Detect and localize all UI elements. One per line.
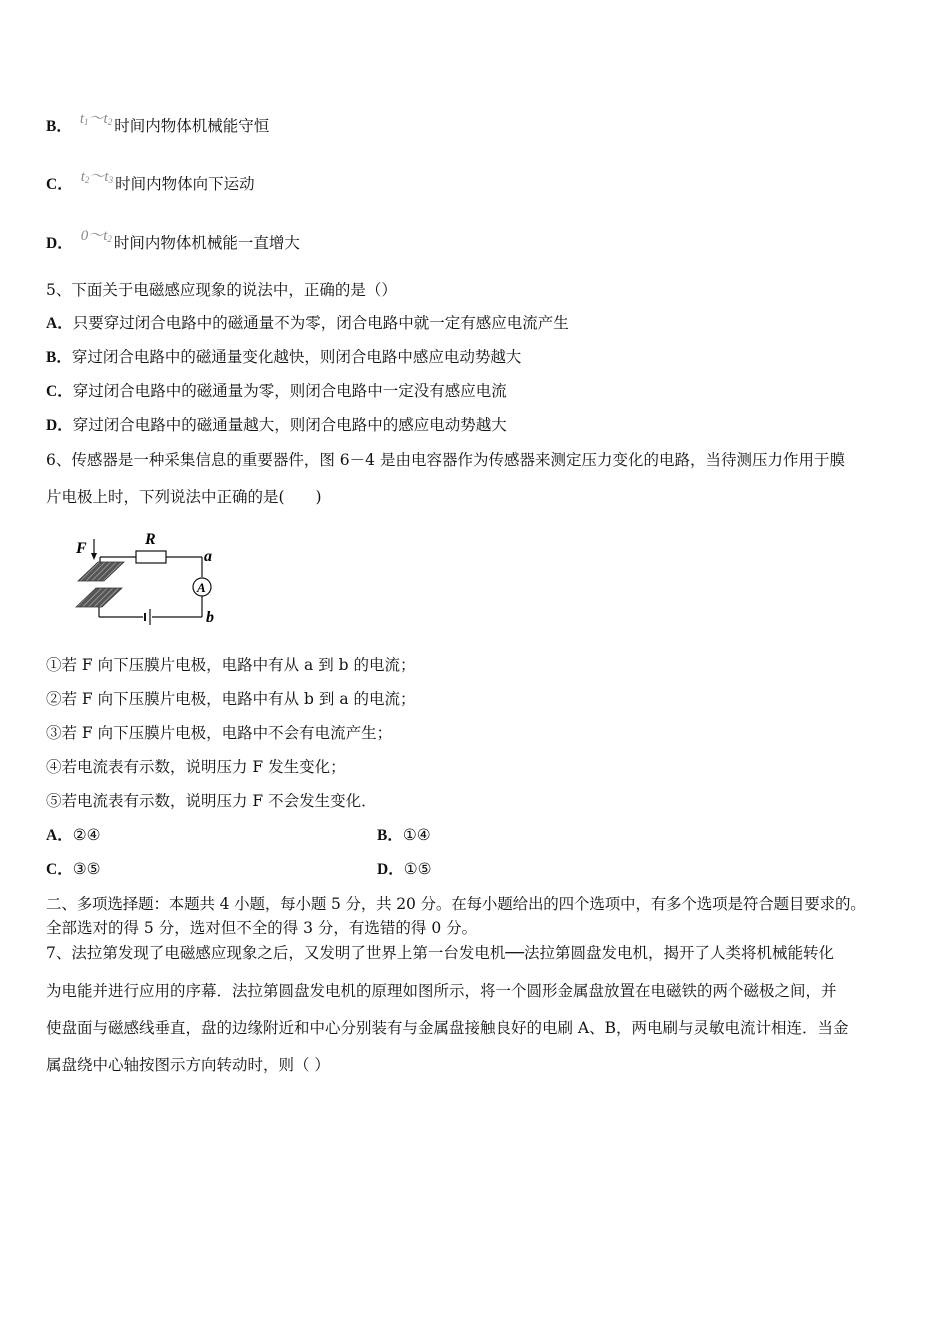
option-letter: C．	[46, 176, 73, 193]
upper-plate	[78, 562, 124, 581]
q6-statement-5: ⑤若电流表有示数，说明压力 F 不会发生变化．	[46, 792, 377, 810]
capacitor-circuit-figure	[66, 527, 256, 627]
section2-line2: 全部选对的得 5 分，选对但不全的得 3 分，有选错的得 0 分。	[46, 919, 478, 937]
math-expression: $0\sim t_2$	[80, 228, 112, 244]
q6-statement-2: ②若 F 向下压膜片电极，电路中有从 b 到 a 的电流；	[46, 690, 416, 708]
q7-line4: 属盘绕中心轴按图示方向转动时，则（ ）	[46, 1056, 330, 1074]
q5-option-d: D．穿过闭合电路中的磁通量越大，则闭合电路中的感应电动势越大	[46, 416, 507, 434]
q5-option-a: A．只要穿过闭合电路中的磁通量不为零，闭合电路中就一定有感应电流产生	[46, 314, 569, 332]
label-r: R	[145, 531, 156, 548]
section2-line1: 二、多项选择题：本题共 4 小题，每小题 5 分，共 20 分。在每小题给出的四个选项中，有多个选项是符合题目要求的。	[46, 895, 866, 913]
ammeter-label: A	[197, 580, 206, 595]
q4-option-c	[46, 169, 255, 196]
q5-option-c: C．穿过闭合电路中的磁通量为零，则闭合电路中一定没有感应电流	[46, 382, 507, 400]
q6-stem-line2: 片电极上时，下列说法中正确的是( )	[46, 488, 322, 506]
math-expression: $t_1\sim t_2$	[79, 111, 113, 127]
option-letter: D．	[46, 235, 73, 252]
q6-option-a: A．②④	[46, 826, 101, 844]
label-b: b	[206, 609, 214, 626]
q7-line3: 使盘面与磁感线垂直，盘的边缘附近和中心分别装有与金属盘接触良好的电刷 A、B，两电刷与灵敏电流计相连．当金	[46, 1019, 849, 1037]
q4-option-b	[46, 111, 270, 138]
option-text: 时间内物体向下运动	[115, 175, 255, 193]
label-a: a	[204, 548, 212, 565]
q6-statement-1: ①若 F 向下压膜片电极，电路中有从 a 到 b 的电流；	[46, 656, 416, 674]
q6-option-d: D．①⑤	[377, 860, 432, 878]
q5-stem: 5、下面关于电磁感应现象的说法中，正确的是（）	[46, 281, 397, 299]
option-letter: B．	[46, 118, 72, 135]
q5-option-b: B．穿过闭合电路中的磁通量变化越快，则闭合电路中感应电动势越大	[46, 348, 522, 366]
q7-line1: 7、法拉第发现了电磁感应现象之后，又发明了世界上第一台发电机──法拉第圆盘发电机，揭开了人类将机械能转化	[46, 944, 835, 962]
q6-option-c: C．③⑤	[46, 860, 101, 878]
resistor	[136, 551, 166, 563]
option-text: 时间内物体机械能守恒	[114, 117, 270, 135]
label-f: F	[76, 540, 87, 557]
q6-statement-3: ③若 F 向下压膜片电极，电路中不会有电流产生；	[46, 724, 393, 742]
math-expression: $t_2\sim t_3$	[80, 169, 114, 185]
lower-plate	[76, 588, 122, 607]
q4-option-d	[46, 228, 300, 255]
q7-line2: 为电能并进行应用的序幕．法拉第圆盘发电机的原理如图所示，将一个圆形金属盘放置在电磁铁的两个磁极之间，并	[46, 982, 837, 1000]
q6-option-b: B．①④	[377, 826, 431, 844]
force-arrow	[91, 553, 97, 560]
option-text: 时间内物体机械能一直增大	[113, 234, 300, 252]
q6-stem-line1: 6、传感器是一种采集信息的重要器件，图 6－4 是由电容器作为传感器来测定压力变化的电路，当待测压力作用于膜	[46, 451, 845, 469]
q6-statement-4: ④若电流表有示数，说明压力 F 发生变化；	[46, 758, 346, 776]
